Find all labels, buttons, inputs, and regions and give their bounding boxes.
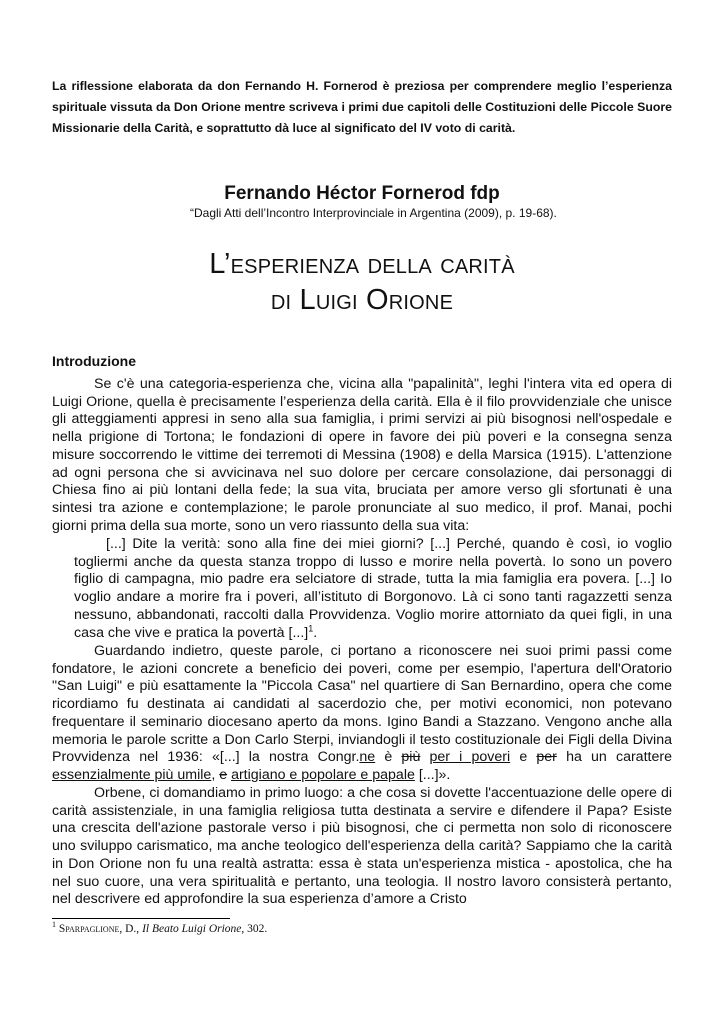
author-name: Fernando Héctor Fornerod fdp [224, 183, 500, 204]
footnote-number: 1 [52, 920, 56, 930]
strikethrough-text: più [401, 749, 421, 766]
source-citation: “Dagli Atti dell’Incontro Interprovinciale in Argentina (2009), p. 19-68). [190, 206, 557, 220]
inline-text: è [384, 749, 393, 766]
footnote-separator [52, 918, 230, 919]
paragraph-2 [52, 643, 672, 785]
inline-text: [...]». [418, 766, 451, 783]
footnote-initial: , D., [119, 923, 143, 935]
document-title-line-2: di Luigi Orione [270, 284, 454, 316]
underlined-text: per i poveri [429, 749, 511, 766]
paragraph-3: Orbene, ci domandiamo in primo luogo: a che cosa si dovette l'accentuazione delle opere di carità assistenziale, in una famiglia religiosa tutta destinata a servire e difendere il Papa? Esiste una crescita dell'azione pastorale verso i più bisognosi, che ci permetta non solo di riconoscere uno sviluppo carismatico, ma anche teologico dell'esperienza della carità? Sappiamo che la carità in Don Orione non fu una realtà astratta: essa è stata un'esperienza mistica - apostolica, che ha nel suo cuore, una vera spiritualità e pertanto, una teologia. Il nostro lavoro consisterà pertanto, nel descrivere ed approfondire la sua esperienza d’amore a Cristo [52, 785, 672, 908]
footnote-page: , 302. [241, 923, 268, 935]
inline-text: ha un carattere [566, 749, 672, 766]
block-quote: [...] Dite la verità: sono alla fine dei miei giorni? [...] Perché, quando è così, io voglio togliermi anche da questa stanza troppo di lusso e morire nella povertà. Io sono un povero figlio di campagna, mio padre era selciatore di strade, tutta la mia famiglia era povera. [...] Io voglio andare a morire fra i poveri, all’istituto di Borgonovo. Là ci sono tanti ragazzetti senza nessuno, abbandonati, raccolti dalla Provvidenza. Voglio morire attorniato da quei figli, in una casa che vive e pratica la povertà [...]$^1$. [74, 536, 672, 641]
strikethrough-text: per [536, 749, 557, 766]
footnote [52, 920, 268, 935]
strikethrough-text: e [219, 766, 228, 783]
footnote-reference: 1 [308, 622, 314, 633]
document-title-line-1: L’esperienza della carità [209, 248, 515, 280]
underlined-text: ne [359, 749, 376, 766]
inline-text: , [211, 766, 216, 783]
underlined-text: artigiano e popolare e papale [231, 766, 415, 783]
footnote-work-title: Il Beato Luigi Orione [142, 923, 242, 935]
paragraph-1: Se c'è una categoria-esperienza che, vicina alla "papalinità", leghi l'intera vita ed opera di Luigi Orione, quella è precisamente l’esperienza della carità. Ella è il filo provvidenziale che unisce gli atteggiamenti appresi in seno alla sua famiglia, i primi servizi ai più bisognosi nell'ospedale e nella prigione di Tortona; le fondazioni di opere in favore dei più poveri e la consegna senza misure soccorrendo le vittime dei terremoti di Messina (1908) e della Marsica (1915). L'attenzione ad ogni persona che si avvicinava nel suo dolore per cercare consolazione, dai personaggi di Chiesa fino ai più lontani della fede; la sua vita, bruciata per amore verso gli sfortunati è una sintesi tra azione e contemplazione; le parole pronunciate al suo medico, il prof. Manai, pochi giorni prima della sua morte, sono un vero riassunto della sua vita: [52, 376, 672, 534]
editorial-note: La riflessione elaborata da don Fernando H. Fornerod è preziosa per comprendere meglio l’esperienza spirituale vissuta da Don Orione mentre scriveva i primi due capitoli delle Costituzioni delle Piccole Suore Missionarie della Carità, e soprattutto dà luce al significato del IV voto di carità. [52, 79, 672, 135]
paragraph-2-text: Guardando indietro, queste parole, ci portano a riconoscere nei suoi primi passi come fondatore, le azioni concrete a beneficio dei poveri, come per esempio, l'apertura dell'Oratorio "San Luigi" e più esattamente la "Piccola Casa" nel quartiere di San Bernardino, opera che come ricordiamo fu destinata ai candidati al sacerdozio che, per motivi economici, non potevano frequentare il seminario diocesano aperto da mons. Igino Bandi a Stazzano. Vengono anche alla memoria le parole scritte a Don Carlo Sterpi, inviandogli il testo costituzionale dei Figli della Divina Provvidenza nel 1936: «[...] la nostra Congr. [52, 643, 672, 766]
footnote-author: Sparpaglione [58, 923, 120, 935]
quote-text: [...] Dite la verità: sono alla fine dei miei giorni? [...] Perché, quando è così, io voglio togliermi anche da questa stanza troppo di lusso e morire nella povertà. Io sono un povero figlio di campagna, mio padre era selciatore di strade, tutta la mia famiglia era povera. [...] Io voglio andare a morire fra i poveri, all’istituto di Borgonovo. Là ci sono tanti ragazzetti senza nessuno, abbandonati, raccolti dalla Provvidenza. Voglio morire attorniato da quei figli, in una casa che vive e pratica la povertà [...] [74, 536, 672, 641]
inline-text: e [519, 749, 528, 766]
underlined-text: essenzialmente più umile [52, 766, 212, 783]
section-heading: Introduzione [52, 353, 136, 369]
